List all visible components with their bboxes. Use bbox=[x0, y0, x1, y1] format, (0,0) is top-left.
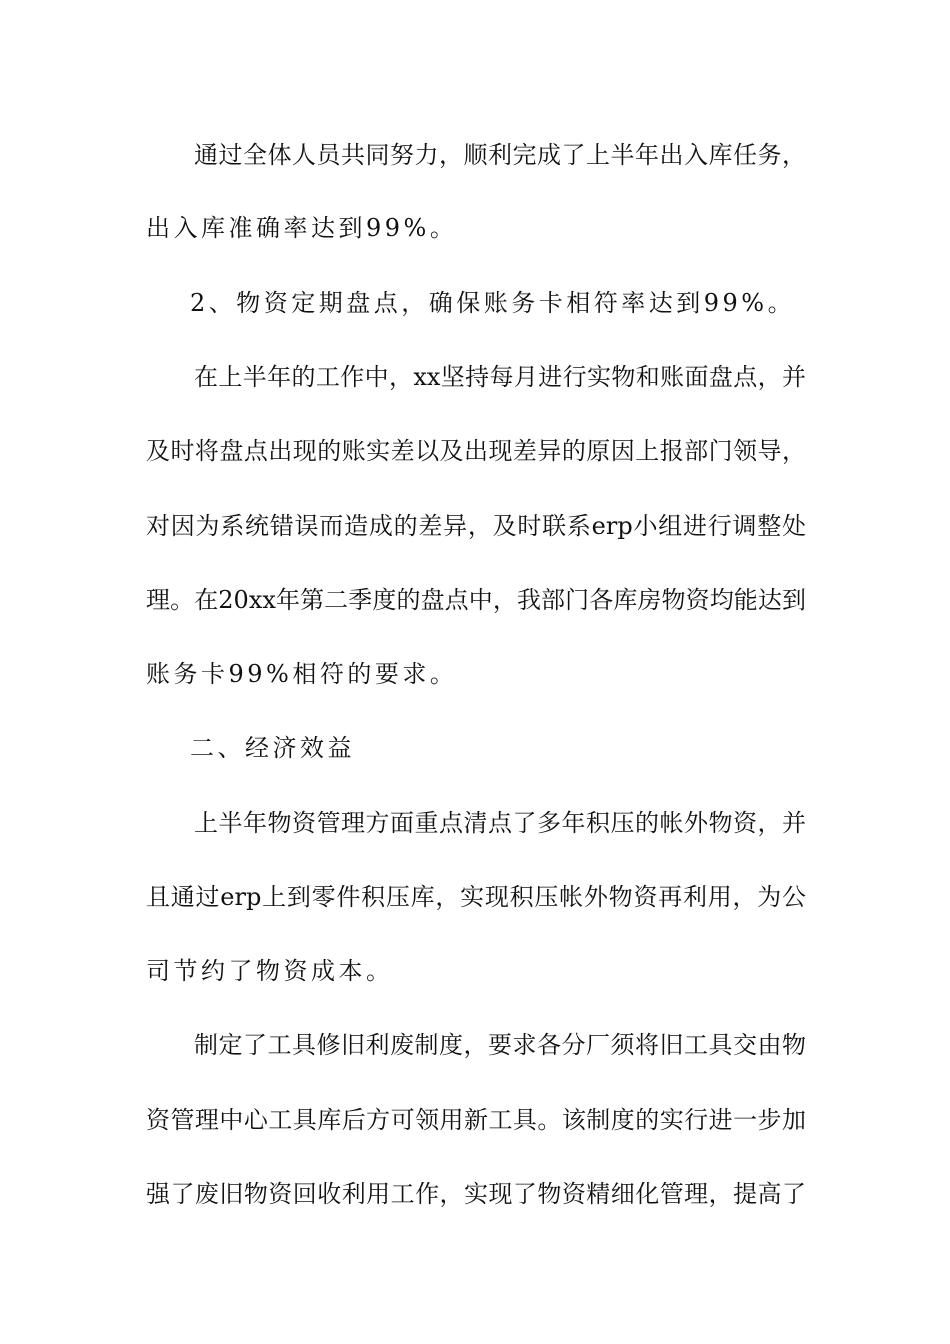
paragraph-line: 及时将盘点出现的账实差以及出现差异的原因上报部门领导， bbox=[146, 437, 806, 465]
paragraph-line: 且通过erp上到零件积压库，实现积压帐外物资再利用，为公 bbox=[146, 883, 806, 911]
paragraph-line: 账务卡99%相符的要求。 bbox=[146, 660, 458, 688]
paragraph-line: 通过全体人员共同努力，顺利完成了上半年出入库任务， bbox=[194, 141, 806, 169]
paragraph-line: 理。在20xx年第二季度的盘点中，我部门各库房物资均能达到 bbox=[146, 586, 806, 614]
section-heading: 2、物资定期盘点，确保账务卡相符率达到99%。 bbox=[190, 289, 796, 317]
section-heading: 二、经济效益 bbox=[190, 734, 355, 762]
paragraph-line: 资管理中心工具库后方可领用新工具。该制度的实行进一步加 bbox=[146, 1106, 806, 1134]
paragraph-line: 强了废旧物资回收利用工作，实现了物资精细化管理，提高了 bbox=[146, 1180, 806, 1208]
paragraph-line: 制定了工具修旧利废制度，要求各分厂须将旧工具交由物 bbox=[194, 1031, 806, 1059]
paragraph-line: 上半年物资管理方面重点清点了多年积压的帐外物资，并 bbox=[194, 809, 806, 837]
paragraph-line: 在上半年的工作中，xx坚持每月进行实物和账面盘点，并 bbox=[194, 363, 806, 391]
paragraph-line: 对因为系统错误而造成的差异，及时联系erp小组进行调整处 bbox=[146, 512, 806, 540]
paragraph-line: 出入库准确率达到99%。 bbox=[146, 214, 458, 242]
paragraph-line: 司节约了物资成本。 bbox=[146, 957, 394, 985]
